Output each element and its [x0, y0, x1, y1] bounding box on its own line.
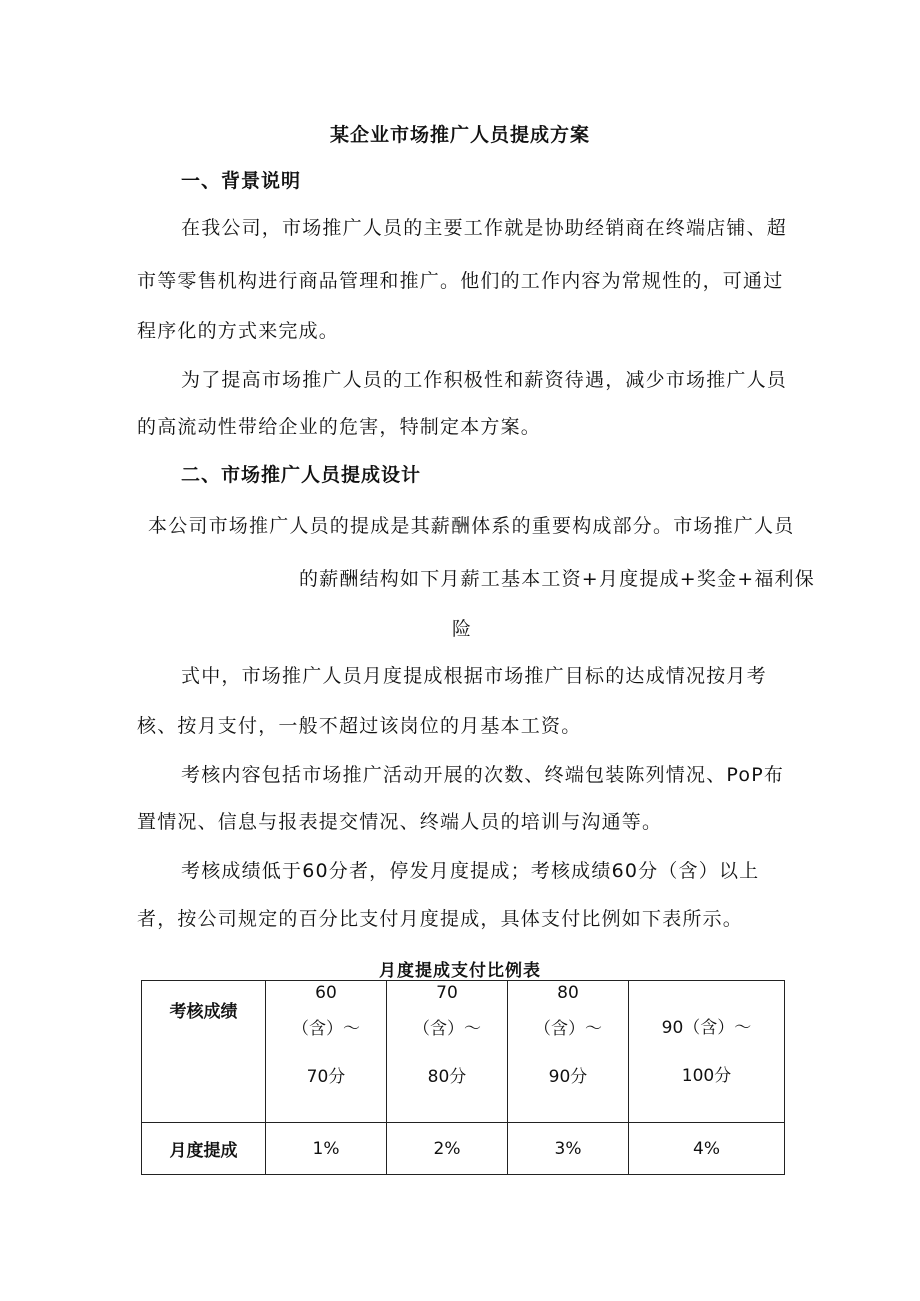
score-range-cell [508, 981, 629, 1123]
paragraph-line: 险 [452, 618, 473, 640]
table-caption: 月度提成支付比例表 [379, 961, 541, 981]
range-end: 100分 [681, 1065, 732, 1086]
paragraph-line: 考核成绩低于60分者，停发月度提成；考核成绩60分（含）以上 [181, 860, 760, 882]
range-start: 70 [436, 983, 458, 1003]
row-label-score: 考核成绩 [142, 981, 266, 1123]
range-inclusive: （含）～ [292, 1019, 360, 1039]
range-start: 90（含）～ [661, 1017, 752, 1038]
paragraph-line: 考核内容包括市场推广活动开展的次数、终端包装陈列情况、PoP布 [181, 764, 785, 786]
score-range-cell [266, 981, 387, 1123]
paragraph-line: 为了提高市场推广人员的工作积极性和薪资待遇，减少市场推广人员 [181, 369, 788, 391]
range-end: 80分 [427, 1067, 467, 1087]
paragraph-line: 的高流动性带给企业的危害，特制定本方案。 [137, 416, 542, 438]
document-title: 某企业市场推广人员提成方案 [329, 124, 590, 146]
rate-cell: 3% [508, 1123, 629, 1175]
paragraph-line: 在我公司，市场推广人员的主要工作就是协助经销商在终端店铺、超 [181, 217, 788, 239]
row-label-commission: 月度提成 [142, 1123, 266, 1175]
range-inclusive: （含）～ [413, 1019, 481, 1039]
paragraph-line: 者，按公司规定的百分比支付月度提成，具体支付比例如下表所示。 [137, 908, 744, 930]
rate-cell: 4% [629, 1123, 785, 1175]
section-heading-commission-design: 二、市场推广人员提成设计 [181, 464, 422, 486]
range-end: 90分 [548, 1067, 588, 1087]
paragraph-line: 核、按月支付，一般不超过该岗位的月基本工资。 [137, 715, 582, 737]
rate-cell: 1% [266, 1123, 387, 1175]
score-range-cell [387, 981, 508, 1123]
rate-cell: 2% [387, 1123, 508, 1175]
range-start: 60 [315, 983, 337, 1003]
commission-ratio-table [141, 980, 785, 1175]
score-range-cell-last [629, 981, 785, 1123]
paragraph-line: 市等零售机构进行商品管理和推广。他们的工作内容为常规性的，可通过 [137, 270, 784, 292]
table-row-score-ranges [142, 981, 785, 1123]
table-row-rates [142, 1123, 785, 1175]
range-inclusive: （含）～ [534, 1019, 602, 1039]
paragraph-line: 程序化的方式来完成。 [137, 320, 340, 342]
range-start: 80 [557, 983, 579, 1003]
section-heading-background: 一、背景说明 [181, 170, 302, 192]
paragraph-line: 本公司市场推广人员的提成是其薪酬体系的重要构成部分。市场推广人员 [148, 515, 795, 537]
range-end: 70分 [306, 1067, 346, 1087]
paragraph-line: 的薪酬结构如下月薪工基本工资+月度提成+奖金+福利保 [299, 568, 815, 590]
paragraph-line: 式中，市场推广人员月度提成根据市场推广目标的达成情况按月考 [181, 665, 767, 687]
paragraph-line: 置情况、信息与报表提交情况、终端人员的培训与沟通等。 [137, 811, 663, 833]
